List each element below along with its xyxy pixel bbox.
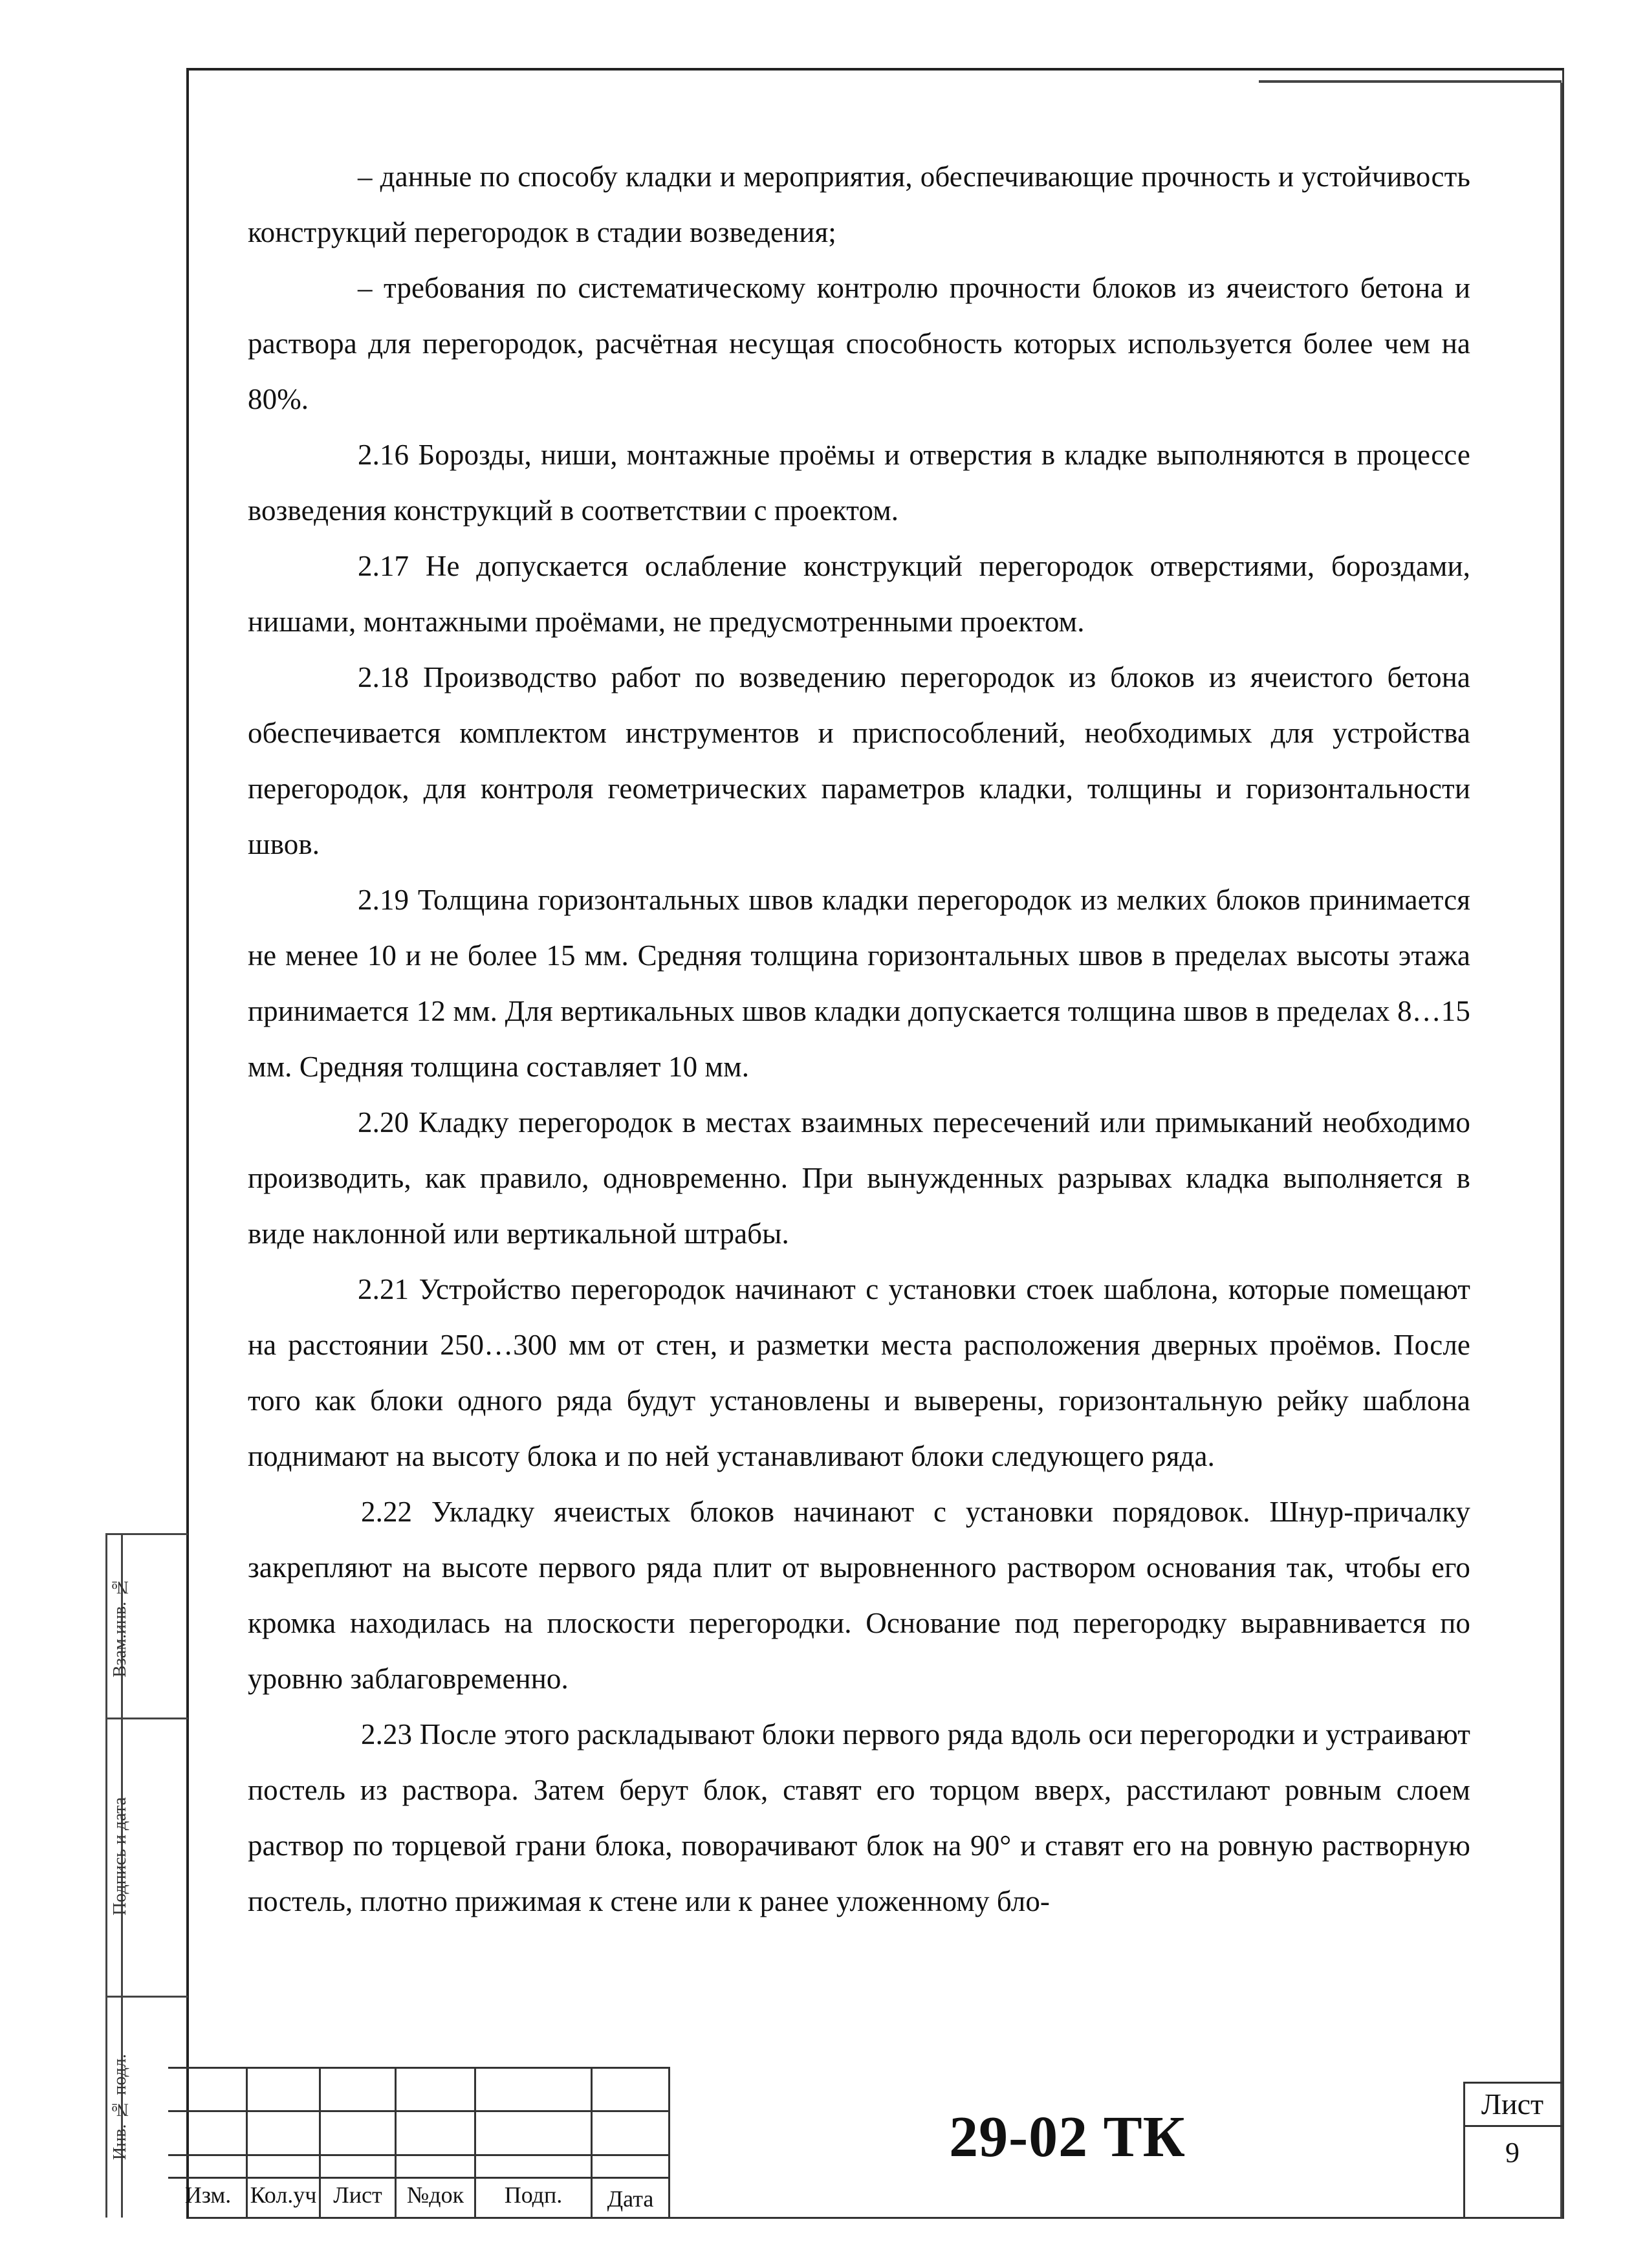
paragraph-2: – требования по систематическому контролю прочности блоков из ячеистого бетона и раствора для перегородок, расчётная несущая способность которых используется более чем на 80%. — [248, 272, 1470, 415]
column-label-date: Дата — [607, 2186, 654, 2212]
paragraph-2-22: 2.22 Укладку ячеистых блоков начинают с установки порядовок. Шнур-причалку закрепляют на высоте первого ряда плит от выровненного раствором основания так, чтобы его кромка находилась на плоскости перегородки. Основание под перегородку выравнивается по уровню заблаговременно. — [248, 1496, 1470, 1695]
paragraph-2-19: 2.19 Толщина горизонтальных швов кладки перегородок из мелких блоков принимается не менее 10 и не более 15 мм. Средняя толщина горизонтальных швов в пределах высоты этажа принимается 12 мм. Для вертикальных швов кладки допускается толщина швов в пределах 8…15 мм. Средняя толщина составляет 10 мм. — [248, 884, 1470, 1083]
title-block-line — [168, 2110, 670, 2112]
frame-corner-right — [1560, 83, 1562, 2218]
sheet-label: Лист — [1481, 2088, 1544, 2121]
frame-corner-top — [1259, 80, 1562, 83]
margin-label-replace-inv: Взам.инв. № — [110, 1576, 130, 1677]
paragraph-2-17: 2.17 Не допускается ослабление конструкций перегородок отверстиями, бороздами, нишами, монтажными проёмами, не предусмотренными проектом. — [248, 550, 1470, 638]
margin-strip-line — [105, 1533, 107, 2218]
column-label-change: Изм. — [184, 2182, 232, 2208]
column-label-signature: Подп. — [504, 2182, 563, 2208]
title-block-line — [1463, 2125, 1562, 2127]
column-label-doc-number: №док — [406, 2182, 464, 2208]
paragraph-2-18: 2.18 Производство работ по возведению перегородок из блоков из ячеистого бетона обеспечивается комплектом инструментов и приспособлений, необходимых для устройства перегородок, для контроля геометрических параметров кладки, толщины и горизонтальности швов. — [248, 661, 1470, 860]
paragraph-2-20: 2.20 Кладку перегородок в местах взаимных пересечений или примыканий необходимо производить, как правило, одновременно. При вынужденных разрывах кладка выполняется в виде наклонной или вертикальной штрабы. — [248, 1106, 1470, 1250]
title-block-line — [168, 2177, 670, 2179]
document-code: 29-02 ТК — [949, 2105, 1186, 2169]
margin-strip-divider — [105, 1717, 188, 1719]
column-label-sheet: Лист — [333, 2182, 382, 2208]
margin-strip-divider — [105, 1533, 188, 1535]
paragraph-2-21: 2.21 Устройство перегородок начинают с установки стоек шаблона, которые помещают на расстоянии 250…300 мм от стен, и разметки места расположения дверных проёмов. После того как блоки одного ряда будут установлены и выверены, горизонтальную рейку шаблона поднимают на высоту блока и по ней устанавливают блоки следующего ряда. — [248, 1273, 1470, 1472]
margin-label-signature-date: Подпись и дата — [110, 1797, 130, 1916]
title-block-line — [668, 2067, 670, 2219]
paragraph-2-16: 2.16 Борозды, ниши, монтажные проёмы и отверстия в кладке выполняются в процессе возведения конструкций в соответствии с проектом. — [248, 439, 1470, 527]
title-block-line — [168, 2154, 670, 2156]
title-block-line — [1463, 2082, 1562, 2084]
title-block-line — [168, 2067, 670, 2069]
paragraph-1: – данные по способу кладки и мероприятия, обеспечивающие прочность и устойчивость конструкций перегородок в стадии возведения; — [248, 160, 1470, 248]
column-label-count: Кол.уч — [250, 2182, 317, 2208]
sheet-number: 9 — [1505, 2137, 1520, 2168]
document-body — [248, 149, 1470, 1929]
margin-label-original-inv: Инв. № подл. — [110, 2054, 130, 2161]
paragraph-2-23: 2.23 После этого раскладывают блоки первого ряда вдоль оси перегородки и устраивают постель из раствора. Затем берут блок, ставят его торцом вверх, расстилают ровным слоем раствор по торцевой грани блока, поворачивают блок на 90° и ставят его на ровную растворную постель, плотно прижимая к стене или к ранее уложенному бло- — [248, 1718, 1470, 1917]
margin-strip-divider — [105, 1996, 188, 1998]
